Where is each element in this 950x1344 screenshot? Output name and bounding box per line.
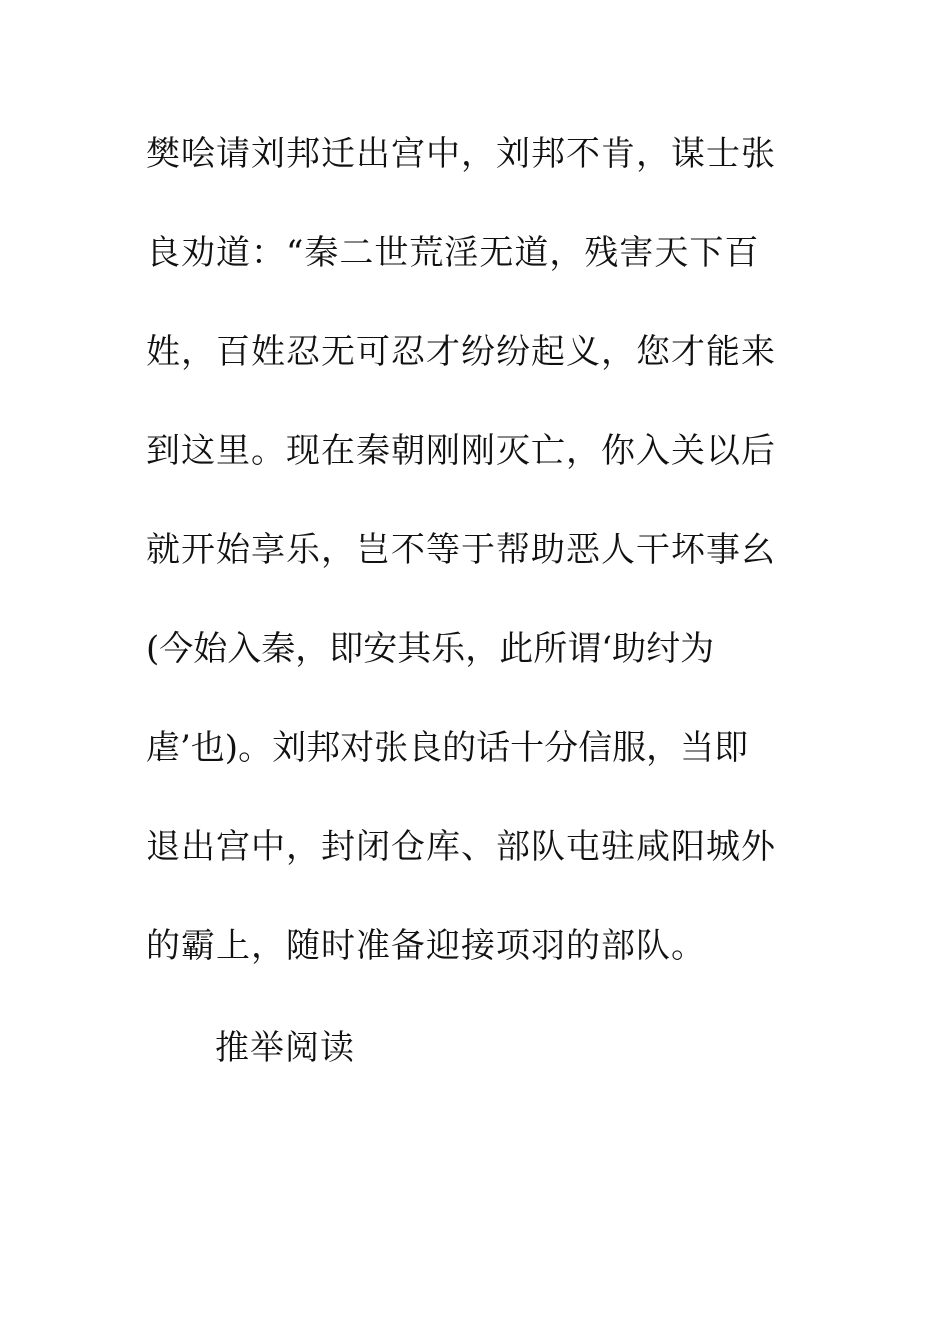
paragraph-line-5: 就开始享乐，岂不等于帮助恶人干坏事幺 [146,530,776,570]
paragraph-line-6: (今始入秦，即安其乐，此所谓‘助纣为 [146,629,715,669]
recommended-reading-heading: 推举阅读 [215,1028,355,1068]
paragraph-line-1: 樊哙请刘邦迁出宫中，刘邦不肯，谋士张 [146,134,776,174]
paragraph-line-4: 到这里。现在秦朝刚刚灭亡，你入关以后 [146,431,776,471]
paragraph-line-9: 的霸上，随时准备迎接项羽的部队。 [146,926,706,966]
story-paragraph [146,122,846,1013]
paragraph-line-3: 姓，百姓忍无可忍才纷纷起义，您才能来 [146,332,776,372]
paragraph-line-7: 虐’也)。刘邦对张良的话十分信服，当即 [146,728,749,768]
paragraph-line-2: 良劝道：“秦二世荒淫无道，残害天下百 [146,233,760,273]
paragraph-line-8: 退出宫中，封闭仓库、部队屯驻咸阳城外 [146,827,776,867]
